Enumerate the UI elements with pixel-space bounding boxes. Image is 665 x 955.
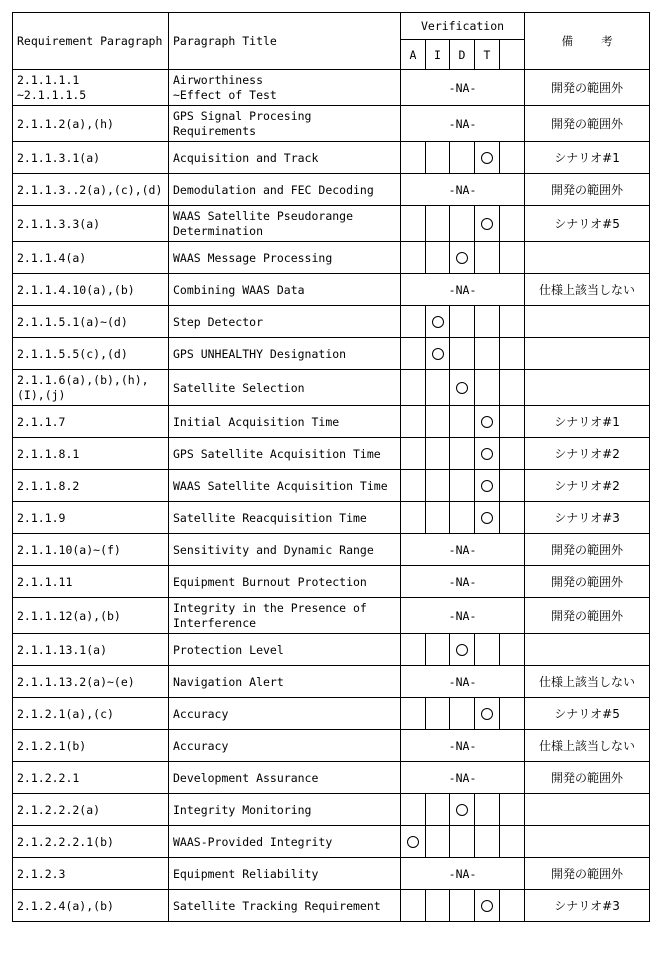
paragraph-title: Protection Level — [169, 634, 401, 666]
remarks: シナリオ#5 — [525, 206, 650, 242]
requirement-paragraph: 2.1.1.5.1(a)~(d) — [13, 306, 169, 338]
table-row — [13, 634, 650, 666]
verification-cell-a — [401, 470, 426, 502]
remarks: 仕様上該当しない — [525, 666, 650, 698]
verification-cell-a — [401, 406, 426, 438]
requirement-paragraph: 2.1.1.2(a),(h) — [13, 106, 169, 142]
requirement-paragraph: 2.1.1.10(a)~(f) — [13, 534, 169, 566]
verification-cell-d — [450, 306, 475, 338]
verification-cell-i — [426, 206, 450, 242]
paragraph-title: GPS Signal Procesing Requirements — [169, 106, 401, 142]
header-remarks-1: 備 — [561, 34, 574, 48]
paragraph-title: Combining WAAS Data — [169, 274, 401, 306]
verification-cell-d — [450, 438, 475, 470]
verification-cell-d — [450, 406, 475, 438]
table-row — [13, 70, 650, 106]
requirement-paragraph: 2.1.2.2.2.1(b) — [13, 826, 169, 858]
verification-cell-blank — [500, 698, 525, 730]
verification-cell-a — [401, 206, 426, 242]
paragraph-title: Accuracy — [169, 730, 401, 762]
verification-cell-a — [401, 698, 426, 730]
check-circle-icon — [481, 152, 493, 164]
table-row — [13, 242, 650, 274]
verification-cell-d — [450, 502, 475, 534]
requirement-paragraph: 2.1.1.8.2 — [13, 470, 169, 502]
check-circle-icon — [432, 316, 444, 328]
paragraph-title: Satellite Reacquisition Time — [169, 502, 401, 534]
verification-cell-i — [426, 470, 450, 502]
remarks — [525, 242, 650, 274]
table-row — [13, 666, 650, 698]
requirement-paragraph: 2.1.1.11 — [13, 566, 169, 598]
paragraph-title: Equipment Reliability — [169, 858, 401, 890]
table-row — [13, 730, 650, 762]
verification-cell-d — [450, 338, 475, 370]
remarks — [525, 370, 650, 406]
verification-table — [12, 12, 650, 922]
paragraph-title: GPS UNHEALTHY Designation — [169, 338, 401, 370]
check-circle-icon — [481, 448, 493, 460]
verification-cell-i — [426, 142, 450, 174]
header-d: D — [450, 40, 475, 70]
remarks: シナリオ#3 — [525, 890, 650, 922]
table-row — [13, 370, 650, 406]
verification-cell-d — [450, 826, 475, 858]
verification-cell-i — [426, 406, 450, 438]
paragraph-title: WAAS Message Processing — [169, 242, 401, 274]
table-row — [13, 794, 650, 826]
table-row — [13, 274, 650, 306]
table-row — [13, 566, 650, 598]
requirement-paragraph: 2.1.1.1.1 ~2.1.1.1.5 — [13, 70, 169, 106]
verification-cell-i — [426, 826, 450, 858]
not-applicable: -NA- — [401, 566, 525, 598]
verification-cell-a — [401, 794, 426, 826]
paragraph-title: Satellite Selection — [169, 370, 401, 406]
verification-cell-blank — [500, 242, 525, 274]
table-row — [13, 762, 650, 794]
table-row — [13, 338, 650, 370]
verification-cell-i — [426, 890, 450, 922]
verification-cell-blank — [500, 826, 525, 858]
check-circle-icon — [481, 416, 493, 428]
verification-cell-t — [475, 470, 500, 502]
check-circle-icon — [456, 644, 468, 656]
check-circle-icon — [481, 900, 493, 912]
table-row — [13, 826, 650, 858]
requirement-paragraph: 2.1.1.9 — [13, 502, 169, 534]
check-circle-icon — [456, 382, 468, 394]
requirement-paragraph: 2.1.1.3..2(a),(c),(d) — [13, 174, 169, 206]
not-applicable: -NA- — [401, 762, 525, 794]
remarks: 開発の範囲外 — [525, 566, 650, 598]
verification-cell-blank — [500, 406, 525, 438]
paragraph-title: Airworthiness ~Effect of Test — [169, 70, 401, 106]
verification-cell-t — [475, 306, 500, 338]
not-applicable: -NA- — [401, 534, 525, 566]
requirement-paragraph: 2.1.1.12(a),(b) — [13, 598, 169, 634]
paragraph-title: WAAS Satellite Pseudorange Determination — [169, 206, 401, 242]
check-circle-icon — [481, 708, 493, 720]
table-row — [13, 598, 650, 634]
not-applicable: -NA- — [401, 666, 525, 698]
paragraph-title: Acquisition and Track — [169, 142, 401, 174]
verification-cell-t — [475, 206, 500, 242]
remarks: 開発の範囲外 — [525, 858, 650, 890]
table-row — [13, 890, 650, 922]
remarks: 開発の範囲外 — [525, 598, 650, 634]
verification-cell-i — [426, 698, 450, 730]
remarks: 開発の範囲外 — [525, 70, 650, 106]
verification-cell-blank — [500, 438, 525, 470]
verification-cell-i — [426, 338, 450, 370]
table-row — [13, 406, 650, 438]
header-remarks — [525, 13, 650, 70]
check-circle-icon — [407, 836, 419, 848]
requirement-paragraph: 2.1.1.5.5(c),(d) — [13, 338, 169, 370]
remarks — [525, 306, 650, 338]
verification-cell-t — [475, 242, 500, 274]
requirement-paragraph: 2.1.1.4(a) — [13, 242, 169, 274]
header-title: Paragraph Title — [169, 13, 401, 70]
table-row — [13, 858, 650, 890]
remarks: 開発の範囲外 — [525, 534, 650, 566]
header-row-1 — [13, 13, 650, 40]
verification-cell-a — [401, 826, 426, 858]
remarks — [525, 338, 650, 370]
header-remarks-2: 考 — [601, 34, 613, 48]
remarks: 開発の範囲外 — [525, 174, 650, 206]
verification-cell-a — [401, 338, 426, 370]
requirement-paragraph: 2.1.1.3.1(a) — [13, 142, 169, 174]
header-paragraph: Requirement Paragraph — [13, 13, 169, 70]
not-applicable: -NA- — [401, 598, 525, 634]
verification-cell-d — [450, 634, 475, 666]
verification-cell-i — [426, 502, 450, 534]
verification-cell-t — [475, 142, 500, 174]
verification-cell-t — [475, 890, 500, 922]
paragraph-title: Step Detector — [169, 306, 401, 338]
paragraph-title: Development Assurance — [169, 762, 401, 794]
verification-cell-i — [426, 242, 450, 274]
paragraph-title: Equipment Burnout Protection — [169, 566, 401, 598]
requirement-paragraph: 2.1.1.6(a),(b),(h), (I),(j) — [13, 370, 169, 406]
paragraph-title: WAAS Satellite Acquisition Time — [169, 470, 401, 502]
check-circle-icon — [456, 252, 468, 264]
table-row — [13, 438, 650, 470]
verification-cell-a — [401, 370, 426, 406]
remarks: シナリオ#1 — [525, 406, 650, 438]
requirement-paragraph: 2.1.2.4(a),(b) — [13, 890, 169, 922]
verification-cell-t — [475, 438, 500, 470]
remarks: シナリオ#2 — [525, 438, 650, 470]
verification-cell-i — [426, 306, 450, 338]
paragraph-title: Navigation Alert — [169, 666, 401, 698]
remarks: シナリオ#2 — [525, 470, 650, 502]
remarks: シナリオ#3 — [525, 502, 650, 534]
table-row — [13, 106, 650, 142]
verification-cell-d — [450, 794, 475, 826]
verification-cell-d — [450, 142, 475, 174]
paragraph-title: Integrity Monitoring — [169, 794, 401, 826]
verification-cell-d — [450, 890, 475, 922]
verification-cell-a — [401, 502, 426, 534]
requirement-paragraph: 2.1.1.7 — [13, 406, 169, 438]
header-blank — [500, 40, 525, 70]
verification-cell-t — [475, 826, 500, 858]
requirement-paragraph: 2.1.1.8.1 — [13, 438, 169, 470]
verification-cell-blank — [500, 338, 525, 370]
verification-cell-blank — [500, 502, 525, 534]
verification-cell-blank — [500, 794, 525, 826]
verification-cell-blank — [500, 890, 525, 922]
header-t: T — [475, 40, 500, 70]
verification-cell-blank — [500, 206, 525, 242]
verification-cell-a — [401, 890, 426, 922]
paragraph-title: Integrity in the Presence of Interference — [169, 598, 401, 634]
paragraph-title: Sensitivity and Dynamic Range — [169, 534, 401, 566]
paragraph-title: Accuracy — [169, 698, 401, 730]
remarks: シナリオ#5 — [525, 698, 650, 730]
verification-cell-t — [475, 502, 500, 534]
not-applicable: -NA- — [401, 858, 525, 890]
check-circle-icon — [481, 512, 493, 524]
verification-cell-a — [401, 142, 426, 174]
remarks — [525, 634, 650, 666]
requirement-paragraph: 2.1.1.3.3(a) — [13, 206, 169, 242]
paragraph-title: GPS Satellite Acquisition Time — [169, 438, 401, 470]
verification-cell-blank — [500, 470, 525, 502]
verification-cell-i — [426, 634, 450, 666]
verification-cell-blank — [500, 306, 525, 338]
verification-cell-i — [426, 370, 450, 406]
remarks — [525, 826, 650, 858]
verification-cell-t — [475, 794, 500, 826]
verification-cell-i — [426, 438, 450, 470]
requirement-paragraph: 2.1.2.1(a),(c) — [13, 698, 169, 730]
paragraph-title: Demodulation and FEC Decoding — [169, 174, 401, 206]
not-applicable: -NA- — [401, 174, 525, 206]
verification-cell-a — [401, 306, 426, 338]
remarks: シナリオ#1 — [525, 142, 650, 174]
verification-cell-blank — [500, 370, 525, 406]
table-row — [13, 142, 650, 174]
table-row — [13, 534, 650, 566]
requirement-paragraph: 2.1.2.1(b) — [13, 730, 169, 762]
check-circle-icon — [481, 218, 493, 230]
table-row — [13, 698, 650, 730]
header-a: A — [401, 40, 426, 70]
check-circle-icon — [481, 480, 493, 492]
verification-cell-t — [475, 370, 500, 406]
verification-cell-a — [401, 634, 426, 666]
verification-cell-blank — [500, 634, 525, 666]
header-i: I — [426, 40, 450, 70]
check-circle-icon — [456, 804, 468, 816]
header-verification: Verification — [401, 13, 525, 40]
not-applicable: -NA- — [401, 730, 525, 762]
table-row — [13, 174, 650, 206]
requirement-paragraph: 2.1.1.4.10(a),(b) — [13, 274, 169, 306]
verification-cell-d — [450, 242, 475, 274]
requirement-paragraph: 2.1.2.2.1 — [13, 762, 169, 794]
table-row — [13, 206, 650, 242]
not-applicable: -NA- — [401, 106, 525, 142]
paragraph-title: Satellite Tracking Requirement — [169, 890, 401, 922]
verification-cell-i — [426, 794, 450, 826]
paragraph-title: Initial Acquisition Time — [169, 406, 401, 438]
requirement-paragraph: 2.1.1.13.1(a) — [13, 634, 169, 666]
verification-cell-t — [475, 698, 500, 730]
verification-cell-t — [475, 338, 500, 370]
table-row — [13, 306, 650, 338]
requirement-paragraph: 2.1.2.2.2(a) — [13, 794, 169, 826]
remarks: 仕様上該当しない — [525, 274, 650, 306]
check-circle-icon — [432, 348, 444, 360]
verification-cell-t — [475, 634, 500, 666]
remarks: 仕様上該当しない — [525, 730, 650, 762]
verification-cell-a — [401, 438, 426, 470]
not-applicable: -NA- — [401, 274, 525, 306]
verification-cell-a — [401, 242, 426, 274]
remarks: 開発の範囲外 — [525, 106, 650, 142]
verification-cell-d — [450, 698, 475, 730]
verification-cell-t — [475, 406, 500, 438]
requirement-paragraph: 2.1.1.13.2(a)~(e) — [13, 666, 169, 698]
verification-cell-d — [450, 370, 475, 406]
verification-cell-d — [450, 470, 475, 502]
table-row — [13, 502, 650, 534]
requirement-paragraph: 2.1.2.3 — [13, 858, 169, 890]
paragraph-title: WAAS-Provided Integrity — [169, 826, 401, 858]
verification-cell-blank — [500, 142, 525, 174]
not-applicable: -NA- — [401, 70, 525, 106]
remarks: 開発の範囲外 — [525, 762, 650, 794]
remarks — [525, 794, 650, 826]
table-row — [13, 470, 650, 502]
verification-cell-d — [450, 206, 475, 242]
